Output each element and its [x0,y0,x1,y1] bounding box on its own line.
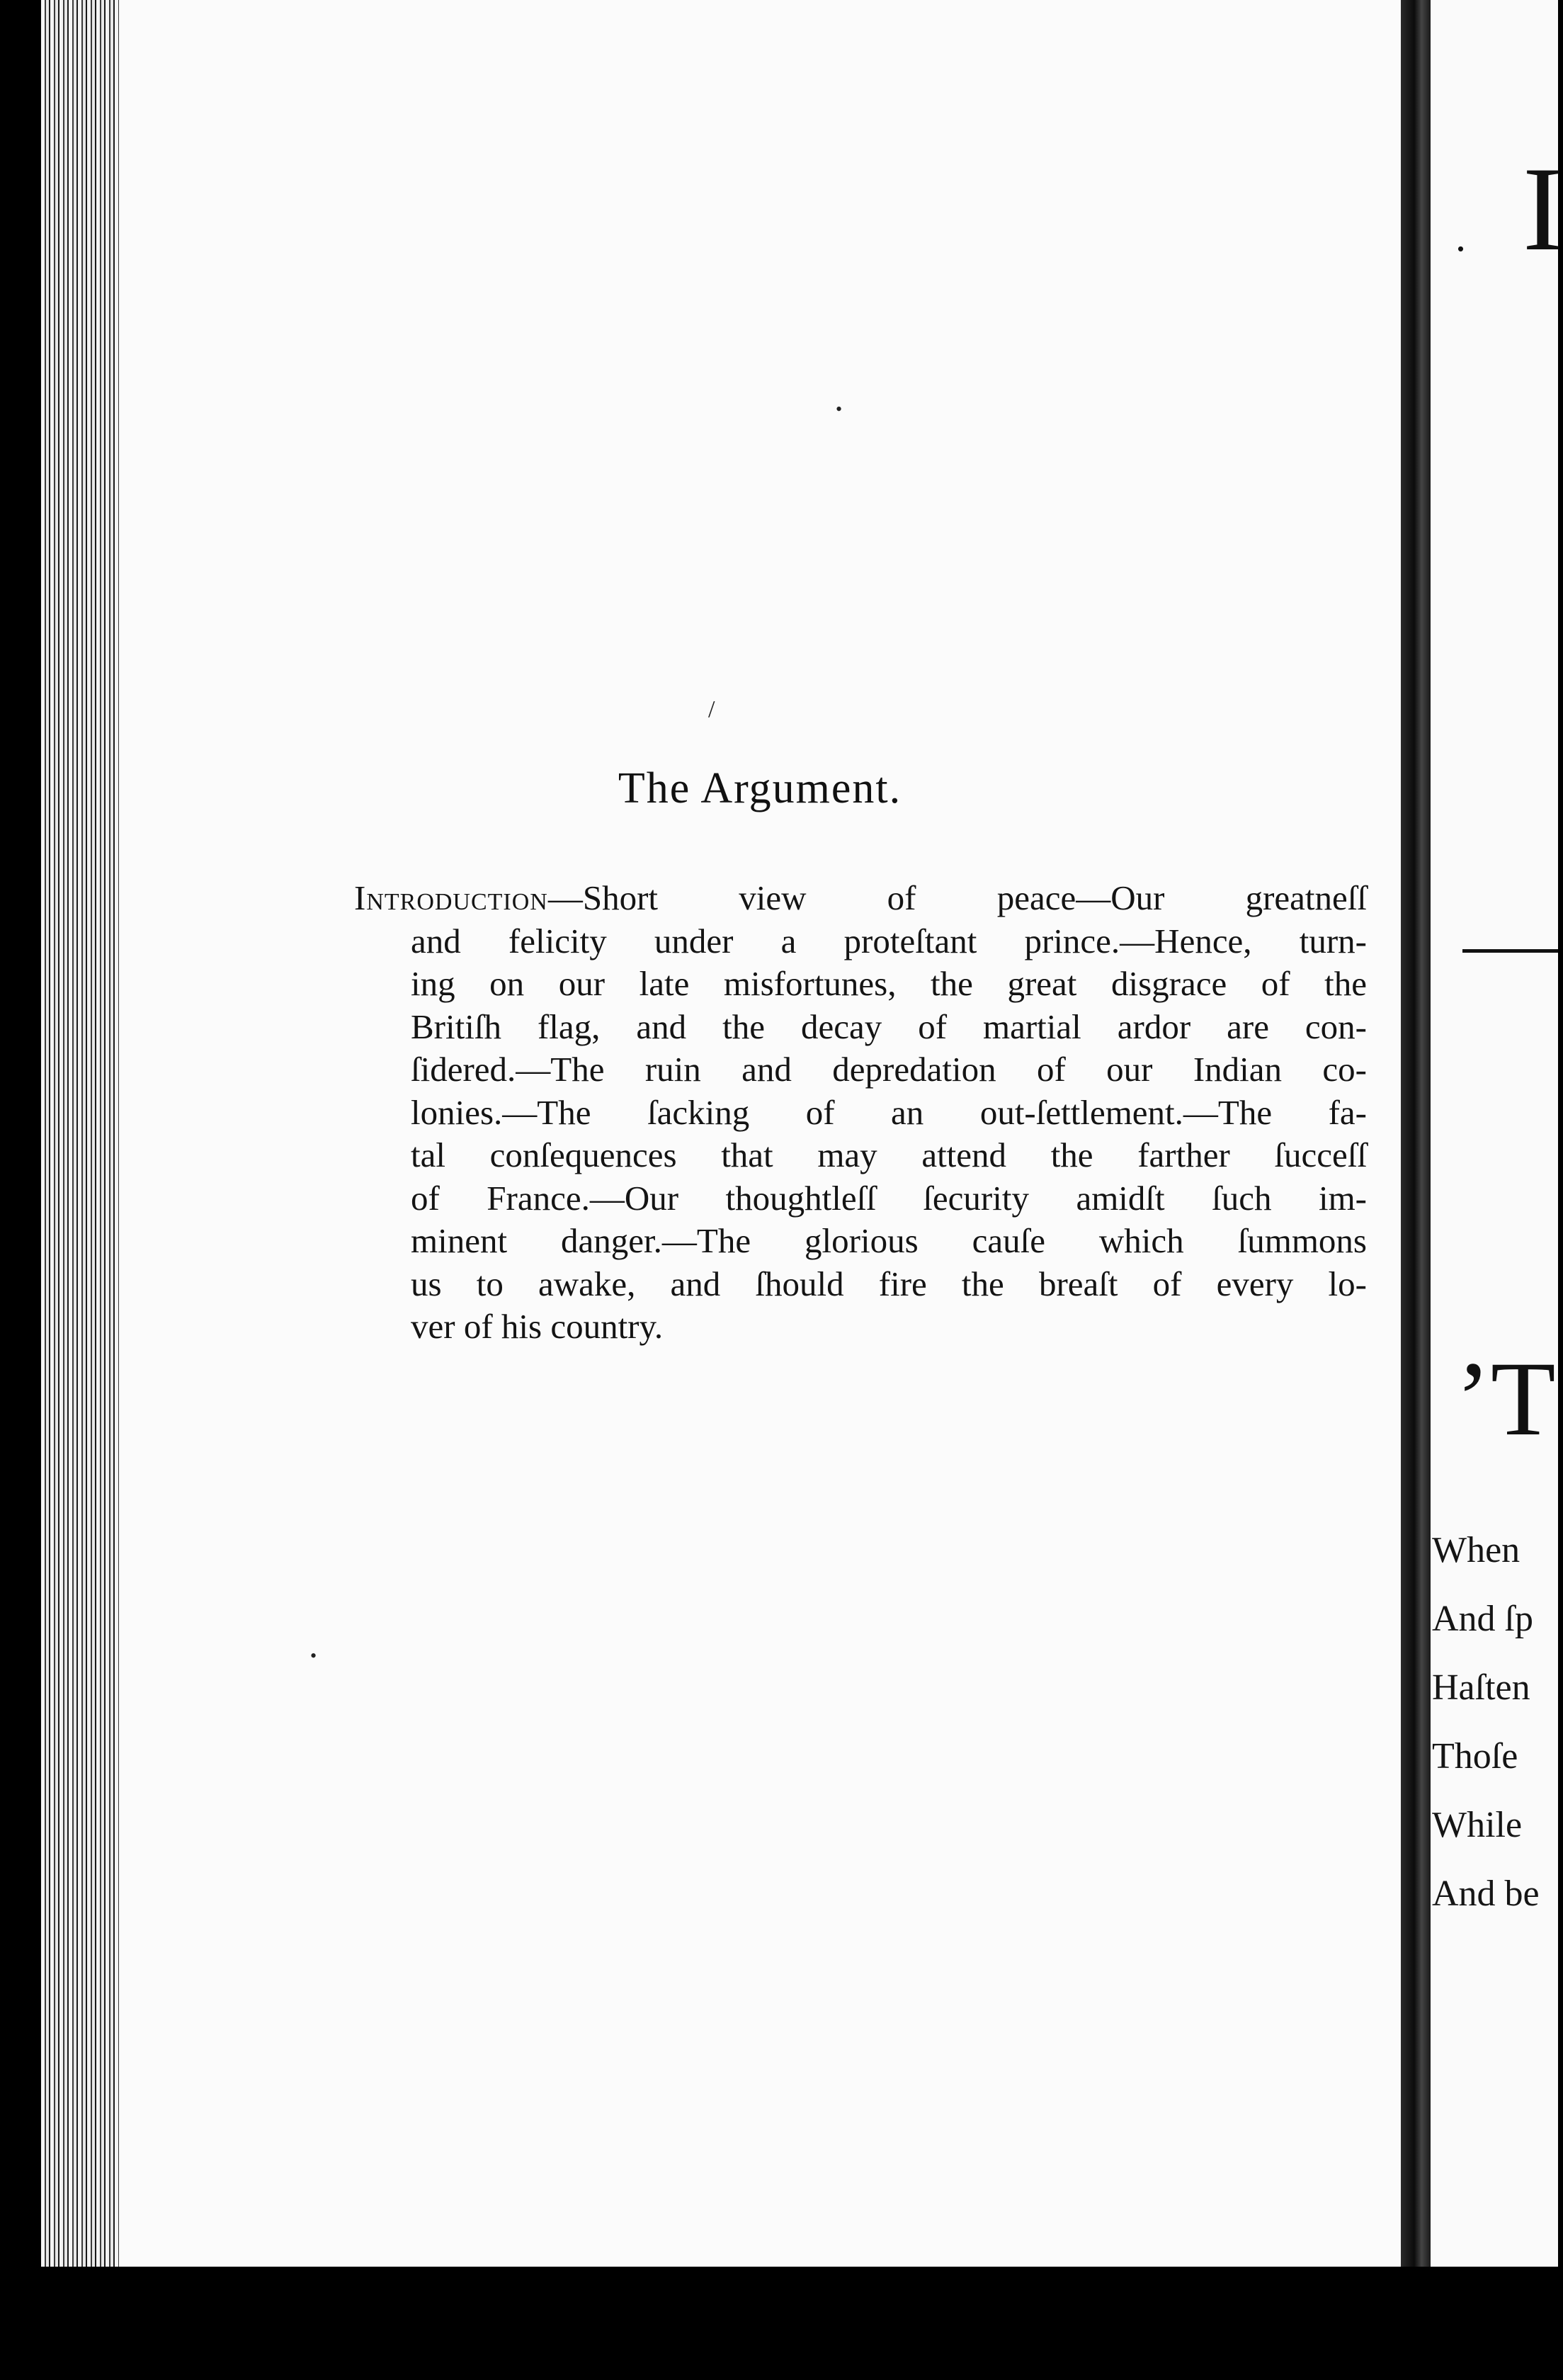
text-line: ing on our late misfortunes, the great disgrace of the [411,964,1367,1003]
text-line: tal conſequences that may attend the farther ſucceſſ [411,1135,1367,1174]
text-line: us to awake, and ſhould fire the breaſt of every lo- [411,1264,1367,1303]
text-line: Britiſh flag, and the decay of martial ardor are con- [411,1007,1367,1046]
verse-line: While [1432,1805,1523,1845]
verse-line: Haſten [1432,1667,1530,1708]
text-line: Introduction—Short view of peace—Our greatneſſ [354,878,1367,917]
facing-page-dot: . [1455,213,1466,260]
stray-ink-mark: • [836,399,843,419]
stray-ink-mark: • [310,1645,317,1666]
facing-page-verse [1432,1516,1540,1928]
facing-page-rule [1462,949,1558,953]
verse-line: And ſp [1432,1599,1533,1639]
text-line: ver of his country. [411,1307,664,1346]
stray-ink-mark: / [708,696,715,722]
scan-background [0,2267,1558,2380]
page-title: The Argument. [618,764,902,812]
facing-page-heading: I [1523,142,1563,276]
right-page-fragment [1431,0,1558,2309]
facing-page-drop-initial: ’T [1455,1340,1556,1458]
text-line: and felicity under a proteſtant prince.—Hence, turn- [411,921,1367,960]
text-line: minent danger.—The glorious cauſe which ſummons [411,1221,1367,1260]
verse-line: When [1432,1530,1521,1570]
verse-line: Thoſe [1432,1736,1518,1776]
text-line: lonies.—The ſacking of an out-ſettlement.—The fa- [411,1092,1367,1132]
verse-line: And be [1432,1874,1540,1914]
text-line: ſidered.—The ruin and depredation of our Indian co- [411,1050,1367,1089]
lead-word: Introduction [354,878,548,917]
argument-text [354,877,1367,1349]
text-line: of France.—Our thoughtleſſ ſecurity amidſt ſuch im- [411,1178,1367,1218]
book-gutter [1401,0,1431,2267]
